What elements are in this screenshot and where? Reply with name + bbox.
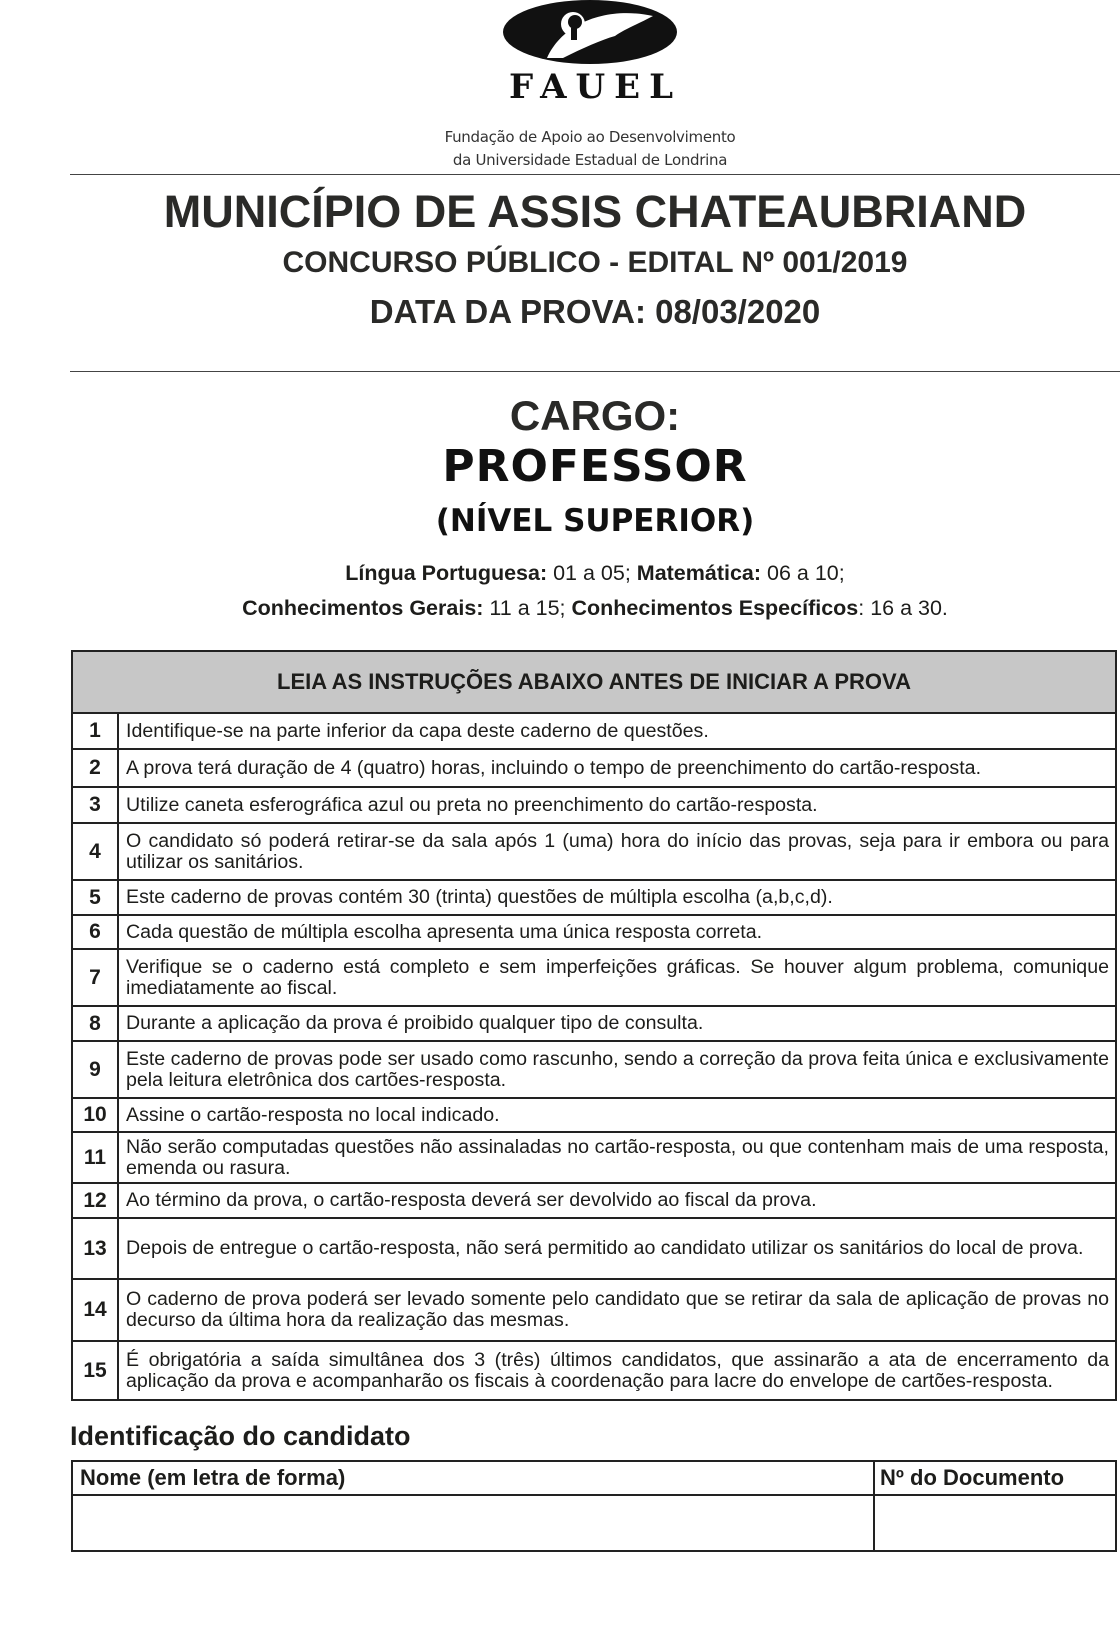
instructions-table [71,650,1117,1401]
instruction-number: 10 [73,1099,119,1131]
instruction-number: 15 [73,1342,119,1399]
cargo-level: (NÍVEL SUPERIOR) [435,503,755,539]
matematica-range: 06 a 10; [761,561,845,585]
name-label: Nome (em letra de forma) [80,1465,346,1490]
instruction-row [73,1133,1115,1184]
instruction-row [73,750,1115,788]
contest-title: CONCURSO PÚBLICO - EDITAL Nº 001/2019 [282,246,908,279]
instruction-row [73,714,1115,750]
instruction-text [119,824,1115,879]
instruction-row [73,1184,1115,1219]
portuguesa-range: 01 a 05; [547,561,637,585]
instruction-row [73,788,1115,824]
subjects-line-1 [70,560,1120,586]
instruction-row [73,1342,1115,1399]
instruction-text-content: Durante a aplicação da prova é proibido qualquer tipo de consulta. [126,1012,704,1034]
instruction-text [119,1219,1115,1278]
document-number-field[interactable] [882,1502,1107,1546]
instruction-number: 2 [73,750,119,786]
instruction-text-content: Utilize caneta esferográfica azul ou preta no preenchimento do cartão-resposta. [126,793,818,816]
portuguesa-label: Língua Portuguesa: [345,561,548,585]
subjects-line-2 [70,595,1120,621]
gerais-range: 11 a 15; [483,596,572,620]
instruction-text [119,1099,1115,1131]
name-field[interactable] [80,1502,860,1546]
instruction-text [119,714,1115,748]
instruction-number: 11 [73,1133,119,1182]
instruction-number: 7 [73,950,119,1005]
instruction-text-content: Assine o cartão-resposta no local indicado. [126,1103,500,1126]
instruction-text [119,881,1115,914]
foundation-line-1: Fundação de Apoio ao Desenvolvimento [444,128,736,146]
exam-date: DATA DA PROVA: 08/03/2020 [369,293,821,330]
instruction-number: 13 [73,1219,119,1278]
instruction-text [119,1342,1115,1399]
instruction-number: 4 [73,824,119,879]
instruction-text-content: Identifique-se na parte inferior da capa deste caderno de questões. [126,719,709,742]
instruction-row [73,1007,1115,1042]
instruction-text-content: Não serão computadas questões não assinaladas no cartão-resposta, ou que contenham mais de uma resposta, emenda ou rasura. [126,1135,1109,1179]
instruction-text [119,950,1115,1005]
middle-divider [70,371,1120,372]
instruction-text-content: Este caderno de provas contém 30 (trinta) questões de múltipla escolha (a,b,c,d). [126,886,833,908]
instruction-text-content: Ao término da prova, o cartão-resposta deverá ser devolvido ao fiscal da prova. [126,1189,817,1211]
top-divider [70,174,1120,175]
document-number-label: Nº do Documento [880,1465,1065,1490]
especificos-label: Conhecimentos Específicos [571,596,859,620]
foundation-line-2: da Universidade Estadual de Londrina [452,151,728,169]
instruction-text [119,1133,1115,1182]
instruction-row [73,881,1115,916]
instruction-text [119,1280,1115,1340]
instruction-number: 1 [73,714,119,748]
gerais-label: Conhecimentos Gerais: [242,596,484,620]
instruction-text-content: Este caderno de provas pode ser usado como rascunho, sendo a correção da prova feita única e exclusivamente pela leitura eletrônica dos cartões-resposta. [126,1047,1109,1091]
identification-header-divider [73,1494,1115,1496]
instruction-text-content: Cada questão de múltipla escolha apresenta uma única resposta correta. [126,920,763,943]
identification-title: Identificação do candidato [70,1421,411,1451]
matematica-label: Matemática: [636,561,762,585]
instruction-text [119,1184,1115,1217]
cargo-label: CARGO: [509,392,681,439]
instruction-row [73,1280,1115,1342]
instruction-text-content: A prova terá duração de 4 (quatro) horas, incluindo o tempo de preenchimento do cartão-resposta. [126,756,982,779]
instruction-number: 6 [73,916,119,948]
instruction-text-content: Depois de entregue o cartão-resposta, não será permitido ao candidato utilizar os sanitários do local de prova. [126,1237,1084,1259]
instruction-text [119,1007,1115,1040]
instruction-row [73,824,1115,881]
instruction-text [119,1042,1115,1097]
instruction-number: 8 [73,1007,119,1040]
logo-wordmark: FAUEL [509,67,682,107]
instruction-text [119,916,1115,948]
instruction-text-content: É obrigatória a saída simultânea dos 3 (três) últimos candidatos, que assinarão a ata de encerramento da aplicação da prova e acompanharão os fiscais à coordenação para lacre do envelope de cartões-resposta. [126,1348,1109,1392]
instruction-text-content: O caderno de prova poderá ser levado somente pelo candidato que se retirar da sala de aplicação de provas no decurso da última hora da realização das mesmas. [126,1288,1109,1331]
instruction-number: 14 [73,1280,119,1340]
instruction-row [73,1219,1115,1280]
instruction-row [73,1099,1115,1133]
instruction-number: 3 [73,788,119,822]
instruction-text [119,750,1115,786]
instruction-text [119,788,1115,822]
instruction-number: 9 [73,1042,119,1097]
instruction-text-content: Verifique se o caderno está completo e sem imperfeições gráficas. Se houver algum problema, comunique imediatamente ao fiscal. [126,955,1109,999]
instruction-row [73,1042,1115,1099]
identification-column-divider [873,1462,875,1550]
foundation-name [440,126,740,172]
instruction-text-content: O candidato só poderá retirar-se da sala após 1 (uma) hora do início das provas, seja para ir embora ou para utilizar os sanitários. [126,829,1109,873]
instruction-row [73,950,1115,1007]
instruction-row [73,916,1115,950]
municipality-title: MUNICÍPIO DE ASSIS CHATEAUBRIAND [163,186,1027,237]
instructions-header: LEIA AS INSTRUÇÕES ABAIXO ANTES DE INICIAR A PROVA [73,652,1115,714]
especificos-range: : 16 a 30. [858,596,948,620]
identification-box [71,1460,1117,1552]
instruction-number: 12 [73,1184,119,1217]
cargo-name: PROFESSOR [442,441,748,492]
instruction-number: 5 [73,881,119,914]
